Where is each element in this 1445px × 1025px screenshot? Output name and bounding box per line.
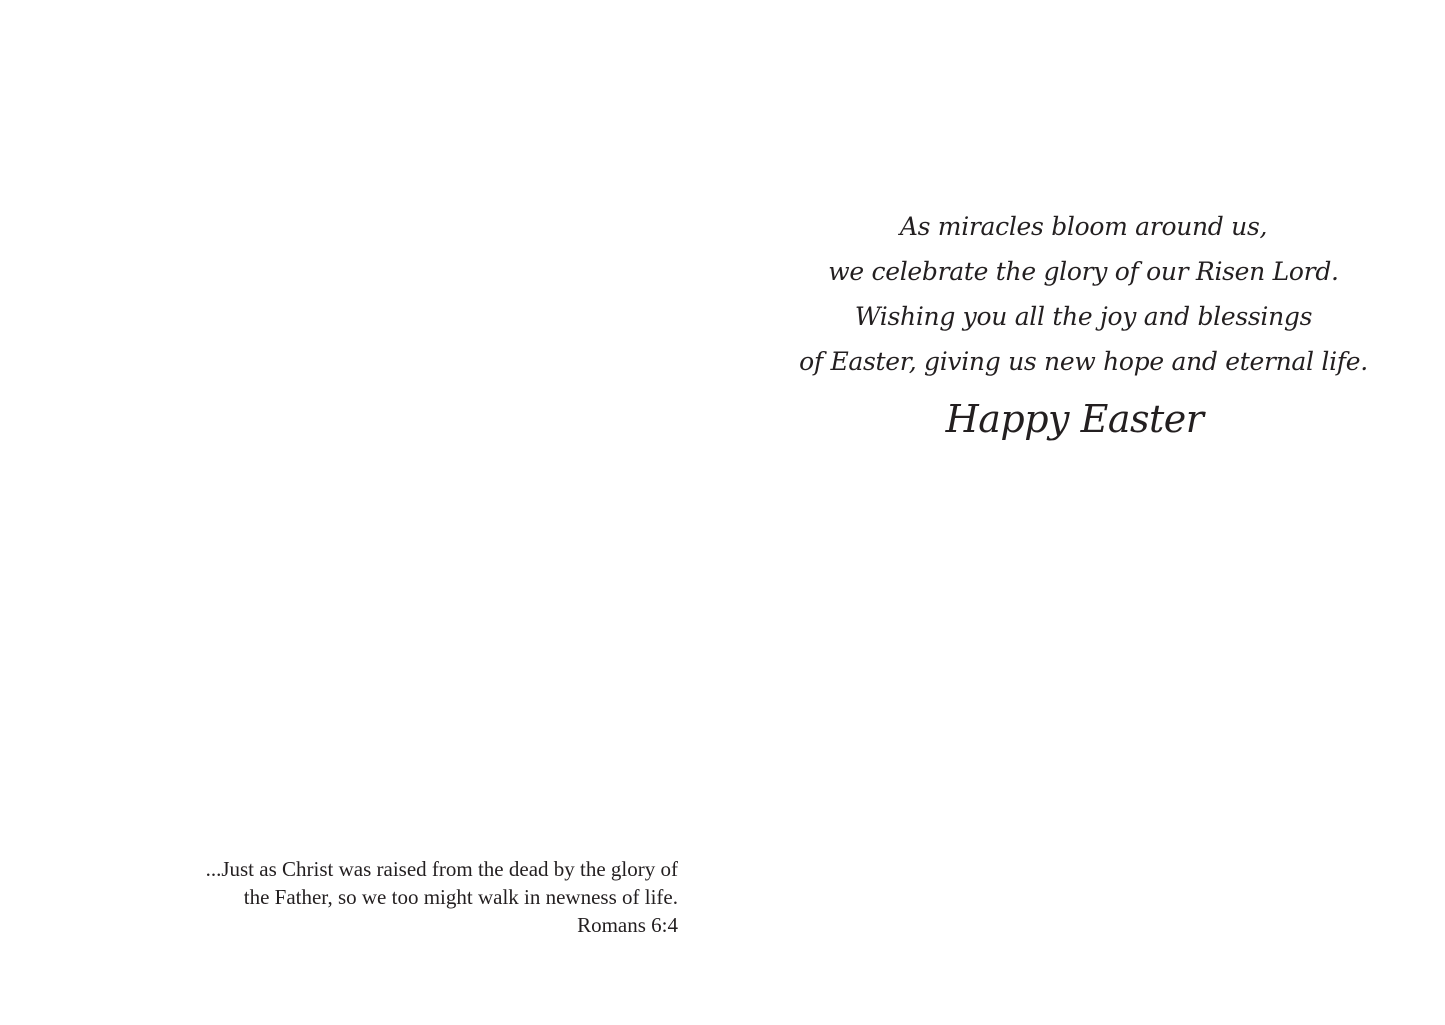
greeting-heading: Happy Easter <box>945 397 1204 441</box>
card-left-panel <box>0 0 722 1025</box>
greeting-verse <box>722 204 1445 384</box>
scripture-line-1: ...Just as Christ was raised from the dead by the glory of <box>205 857 678 881</box>
scripture-citation: Romans 6:4 <box>577 913 678 937</box>
verse-line-3: Wishing you all the joy and blessings <box>854 302 1313 331</box>
scripture-quote <box>118 855 678 939</box>
verse-line-1: As miracles bloom around us, <box>899 212 1268 241</box>
verse-line-2: we celebrate the glory of our Risen Lord. <box>828 257 1339 286</box>
verse-line-4: of Easter, giving us new hope and eternal life. <box>799 347 1368 376</box>
scripture-line-2: the Father, so we too might walk in newness of life. <box>243 885 678 909</box>
card-right-panel <box>722 0 1445 1025</box>
